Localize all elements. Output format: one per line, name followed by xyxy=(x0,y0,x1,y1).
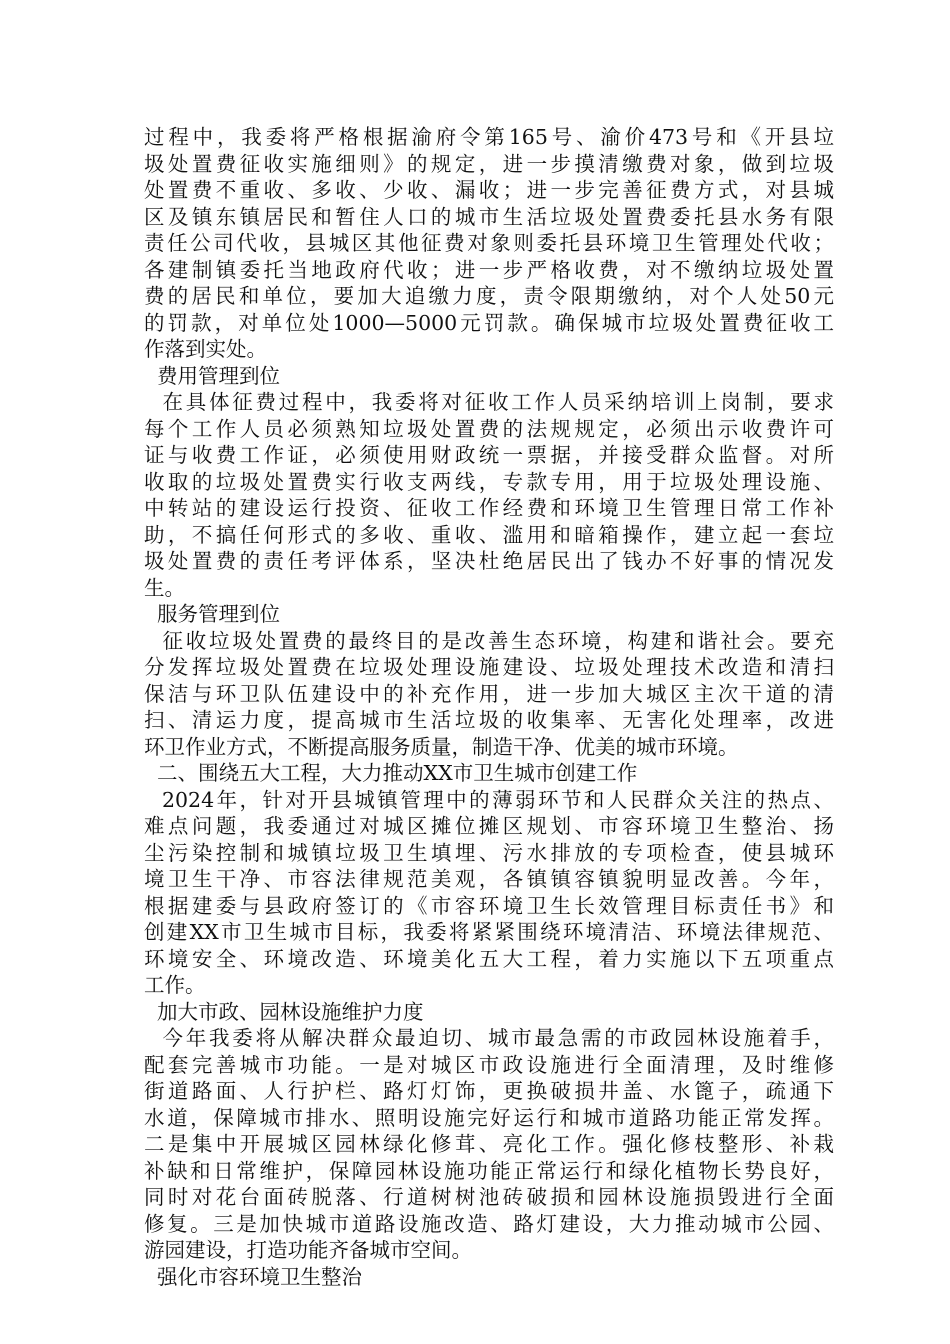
text-line: 征收垃圾处置费的最终目的是改善生态环境，构建和谐社会。要充 xyxy=(144,628,834,653)
text-line: 费用管理到位 xyxy=(144,363,281,388)
text-line: 强化市容环境卫生整治 xyxy=(144,1264,363,1289)
text-line: 尘污染控制和城镇垃圾卫生填埋、污水排放的专项检查，使县城环 xyxy=(144,840,834,865)
text-line: 收取的垃圾处置费实行收支两线，专款专用，用于垃圾处理设施、 xyxy=(144,469,834,494)
text-line: 证与收费工作证，必须使用财政统一票据，并接受群众监督。对所 xyxy=(144,443,834,467)
text-line: 游园建设，打造功能齐备城市空间。 xyxy=(144,1238,472,1262)
text-line: 保洁与环卫队伍建设中的补充作用，进一步加大城区主次干道的清 xyxy=(144,681,834,706)
text-line: 二是集中开展城区园林绿化修茸、亮化工作。强化修枝整形、补栽 xyxy=(144,1132,834,1156)
text-line: 2024年，针对开县城镇管理中的薄弱环节和人民群众关注的热点、 xyxy=(144,787,834,812)
document-page xyxy=(144,124,834,1290)
text-line: 水道，保障城市排水、照明设施完好运行和城市道路功能正常发挥。 xyxy=(144,1105,834,1130)
text-line: 各建制镇委托当地政府代收；进一步严格收费，对不缴纳垃圾处置 xyxy=(144,257,834,282)
text-line: 费的居民和单位，要加大追缴力度，责令限期缴纳，对个人处50元 xyxy=(144,284,834,308)
text-line: 境卫生干净、市容法律规范美观，各镇镇容镇貌明显改善。今年， xyxy=(144,867,834,891)
text-line: 配套完善城市功能。一是对城区市政设施进行全面清理，及时维修 xyxy=(144,1052,834,1077)
text-line: 在具体征费过程中，我委将对征收工作人员采纳培训上岗制，要求 xyxy=(144,390,834,414)
text-line: 加大市政、园林设施维护力度 xyxy=(144,999,424,1024)
text-line: 难点问题，我委通过对城区摊位摊区规划、市容环境卫生整治、扬 xyxy=(144,814,834,838)
text-line: 补缺和日常维护，保障园林设施功能正常运行和绿化植物长势良好， xyxy=(144,1158,834,1183)
text-line: 中转站的建设运行投资、征收工作经费和环境卫生管理日常工作补 xyxy=(144,496,834,520)
text-line: 区及镇东镇居民和暂住人口的城市生活垃圾处置费委托县水务有限 xyxy=(144,204,834,229)
text-line: 作落到实处。 xyxy=(144,337,267,361)
text-line: 责任公司代收，县城区其他征费对象则委托县环境卫生管理处代收； xyxy=(144,231,834,255)
text-line: 环卫作业方式，不断提高服务质量，制造干净、优美的城市环境。 xyxy=(144,734,739,759)
text-line: 每个工作人员必须熟知垃圾处置费的法规规定，必须出示收费许可 xyxy=(144,416,834,441)
text-line: 根据建委与县政府签订的《市容环境卫生长效管理目标责任书》和 xyxy=(144,893,834,918)
text-line: 扫、清运力度，提高城市生活垃圾的收集率、无害化处理率，改进 xyxy=(144,708,834,732)
text-line: 工作。 xyxy=(144,973,206,997)
text-line: 圾处置费征收实施细则》的规定，进一步摸清缴费对象，做到垃圾 xyxy=(144,151,834,176)
text-line: 二、围绕五大工程，大力推动XX市卫生城市创建工作 xyxy=(144,761,638,785)
text-line: 环境安全、环境改造、环境美化五大工程，着力实施以下五项重点 xyxy=(144,946,834,971)
text-line: 生。 xyxy=(144,575,185,600)
text-line: 圾处置费的责任考评体系，坚决杜绝居民出了钱办不好事的情况发 xyxy=(144,549,834,573)
text-line: 同时对花台面砖脱落、行道树树池砖破损和园林设施损毁进行全面 xyxy=(144,1185,834,1209)
text-line: 今年我委将从解决群众最迫切、城市最急需的市政园林设施着手， xyxy=(144,1026,834,1050)
text-line: 街道路面、人行护栏、路灯灯饰，更换破损井盖、水篦子，疏通下 xyxy=(144,1079,834,1103)
text-line: 助，不搞任何形式的多收、重收、滥用和暗箱操作，建立起一套垃 xyxy=(144,522,834,547)
text-line: 创建XX市卫生城市目标，我委将紧紧围绕环境清洁、环境法律规范、 xyxy=(144,920,834,944)
text-line: 处置费不重收、多收、少收、漏收；进一步完善征费方式，对县城 xyxy=(144,178,834,202)
text-line: 修复。三是加快城市道路设施改造、路灯建设，大力推动城市公园、 xyxy=(144,1211,834,1236)
text-line: 的罚款，对单位处1000—5000元罚款。确保城市垃圾处置费征收工 xyxy=(144,310,834,335)
text-line: 过程中，我委将严格根据渝府令第165号、渝价473号和《开县垃 xyxy=(144,125,834,149)
text-line: 分发挥垃圾处置费在垃圾处理设施建设、垃圾处理技术改造和清扫 xyxy=(144,655,834,679)
text-line: 服务管理到位 xyxy=(144,602,281,626)
